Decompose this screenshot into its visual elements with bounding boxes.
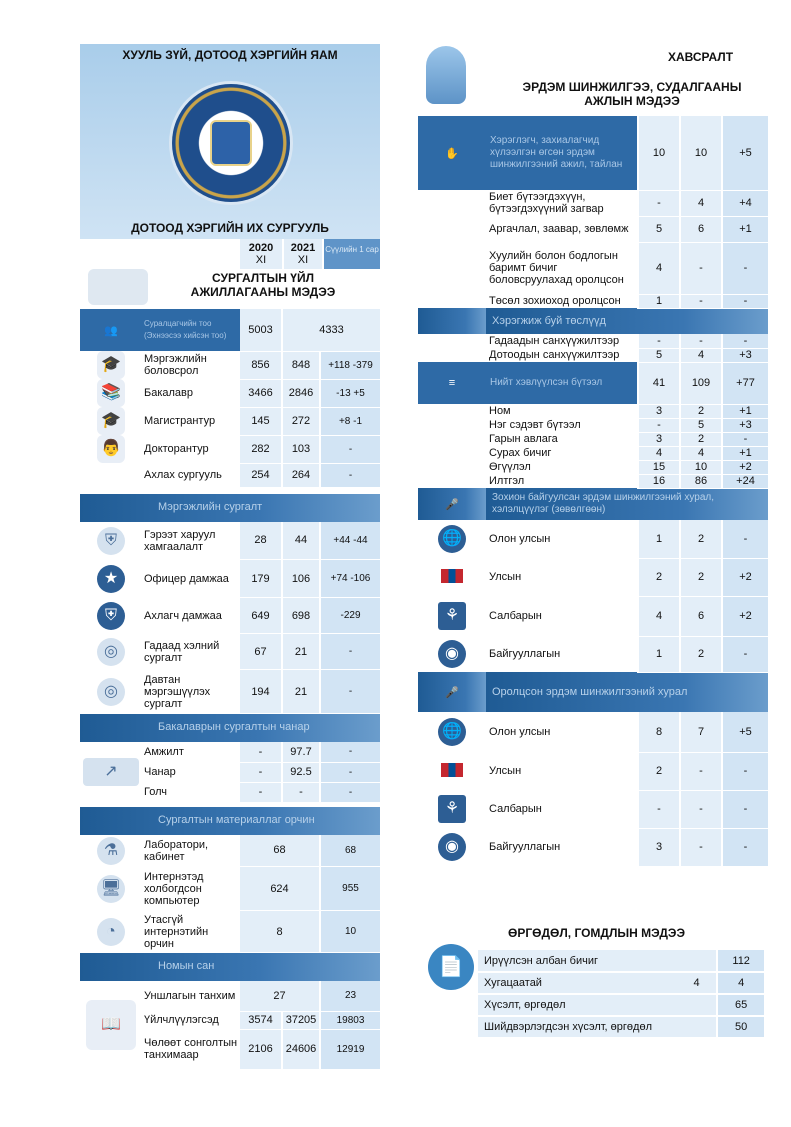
table-row: ✋ Хэрэглэгч, захиалагчид хүлээлгэн өгсөн эрдэм шинжилгээний ажил, тайлан 10 10 +5 (418, 116, 768, 190)
year-header (80, 239, 380, 269)
table-row: Чанар - 92.5 - (80, 762, 380, 782)
table-row: ↗ Амжилт - 97.7 - (80, 742, 380, 762)
table-row: 🌐 Олон улсын 8 7 +5 (418, 712, 768, 752)
doctor-icon: 👨 (97, 435, 125, 463)
change-header: Сүүлийн 1 сар (324, 239, 380, 269)
table-row: Үйлчлүүлэгсэд 3574 37205 19803 (80, 1011, 380, 1029)
university-name: ДОТООД ХЭРГИЙН ИХ СУРГУУЛЬ (131, 221, 329, 235)
month-2021: XI (297, 254, 309, 266)
table-row: Хүсэлт, өргөдөл 65 (478, 994, 764, 1016)
podium-icon: 🎤 (418, 488, 486, 520)
computer-icon: 🖥 (97, 875, 125, 903)
reading-book-icon: 📖 (86, 1000, 136, 1050)
podium-icon: 🎤 (418, 672, 486, 712)
globe-icon: 🌐 (438, 525, 466, 553)
table-row: Улсын 2 2 +2 (418, 558, 768, 596)
training-section-title: СУРГАЛТЫН ҮЙЛ АЖИЛЛАГААНЫ МЭДЭЭ (80, 269, 380, 309)
table-row: Илтгэл 16 86 +24 (418, 474, 768, 488)
people-icon: 👥 (80, 309, 142, 351)
university-seal-icon: ◉ (438, 640, 466, 668)
table-row: ⛨ Гэрээт харуул хамгаалалт 28 44 +44 -44 (80, 522, 380, 560)
table-row: Биет бүтээгдэхүүн, бүтээгдэхүүний загвар - 4 +4 (418, 190, 768, 216)
lab-icon: ⚗ (97, 837, 125, 865)
table-row: ⚗ Лаборатори, кабинет 68 68 (80, 835, 380, 867)
table-row: Дотоодын санхүүжилтээр 5 4 +3 (418, 348, 768, 362)
table-row: 📚 Бакалавр 3466 2846 -13 +5 (80, 379, 380, 407)
film-icon (88, 269, 148, 305)
table-row: Хуулийн болон бодлогын баримт бичиг боловсруулахад оролцсон 4 - - (418, 242, 768, 294)
language-icon: ◎ (97, 638, 125, 666)
table-row: Голч - - - (80, 782, 380, 802)
table-row: ◎ Гадаад хэлний сургалт 67 21 - (80, 634, 380, 670)
graduation-icon: 🎓 (97, 351, 125, 379)
professional-training-band: Мэргэжлийн сургалт (80, 494, 380, 522)
table-row: ◉ Байгууллагын 3 - - (418, 828, 768, 866)
month-2020: XI (255, 254, 267, 266)
table-row: Ахлах сургууль 254 264 - (80, 463, 380, 487)
library-band: Номын сан (80, 953, 380, 981)
table-row: 👨 Докторантур 282 103 - (80, 435, 380, 463)
document-icon: 📄 (428, 944, 474, 990)
books-icon: 📚 (97, 379, 125, 407)
university-header (80, 44, 380, 239)
professional-training-table (80, 522, 380, 715)
appeals-title: ӨРГӨДӨЛ, ГОМДЛЫН МЭДЭЭ (508, 926, 685, 940)
table-row: ◉ Байгууллагын 1 2 - (418, 636, 768, 672)
ministry-title: ХУУЛЬ ЗҮЙ, ДОТООД ХЭРГИЙН ЯАМ (122, 48, 338, 62)
table-row: 🎓 Магистрантур 145 272 +8 -1 (80, 407, 380, 435)
table-row: Сурах бичиг 4 4 +1 (418, 446, 768, 460)
learning-environment-band: Сургалтын материаллаг орчин (80, 807, 380, 835)
table-row: Өгүүлэл 15 10 +2 (418, 460, 768, 474)
wifi-icon: ◔ (97, 918, 125, 946)
table-row: ⚘ Салбарын - - - (418, 790, 768, 828)
university-emblem-icon (172, 84, 290, 202)
students-table: 👥 Суралцагчийн тоо (Эхнээсээ хийсэн тоо) 5003 4333 🎓 Мэргэжлийн боловсрол 856 848 +118 -379 📚 Бакалавр 3466 2846 -13 +5 🎓 Магистрантур 145 272 +8 -1 👨 Докторантур 282 103 - Ахлах сургууль 254 264 - (80, 309, 380, 488)
research-title: ЭРДЭМ ШИНЖИЛГЭЭ, СУДАЛГААНЫ АЖЛЫН МЭДЭЭ (522, 80, 742, 108)
table-row: 🖥 Интернэтэд холбогдсон компьютер 624 955 (80, 867, 380, 911)
table-row: Чөлөөт сонголтын танхимаар 2106 24606 12919 (80, 1029, 380, 1069)
table-row: Улсын 2 - - (418, 752, 768, 790)
participated-conferences-band: 🎤 Оролцсон эрдэм шинжилгээний хурал (418, 672, 768, 712)
quality-table (80, 742, 380, 803)
table-row: 🌐 Олон улсын 1 2 - (418, 520, 768, 558)
table-row: Ном 3 2 +1 (418, 404, 768, 418)
table-row: Аргачлал, заавар, зөвлөмж 5 6 +1 (418, 216, 768, 242)
growth-chart-icon: ↗ (83, 758, 139, 786)
bachelor-quality-band: Бакалаврын сургалтын чанар (80, 714, 380, 742)
table-row: Шийдвэрлэгдсэн хүсэлт, өргөдөл 50 (478, 1016, 764, 1038)
table-row: Ирүүлсэн албан бичиг 112 (478, 950, 764, 972)
appendix-label: ХАВСРАЛТ (668, 50, 734, 64)
table-row: ★ Офицер дамжаа 179 106 +74 -106 (80, 560, 380, 598)
mortarboard-icon: 🎓 (97, 407, 125, 435)
table-row: 🎓 Мэргэжлийн боловсрол 856 848 +118 -379 (80, 351, 380, 379)
table-row: Гадаадын санхүүжилтээр - - - (418, 334, 768, 348)
mongolia-flag-icon (441, 763, 463, 777)
mongolia-flag-icon (441, 569, 463, 583)
year-2021: 2021 (290, 242, 316, 254)
organized-conferences-band: 🎤 Зохион байгуулсан эрдэм шинжилгээний хурал, хэлэлцүүлэг (зөвөлгөөн) (418, 488, 768, 520)
lightbulb-icon (426, 46, 466, 104)
research-table (418, 116, 768, 867)
materials-table (80, 835, 380, 954)
globe-icon: 🌐 (438, 718, 466, 746)
retraining-icon: ◎ (97, 678, 125, 706)
table-row: ◔ Утасгүй интернэтийн орчин 8 10 (80, 911, 380, 953)
sergeant-badge-icon: ⛨ (97, 602, 125, 630)
table-row: ⛨ Ахлагч дамжаа 649 698 -229 (80, 598, 380, 634)
university-seal-icon: ◉ (438, 833, 466, 861)
table-row: Нэг сэдэвт бүтээл - 5 +3 (418, 418, 768, 432)
year-2020: 2020 (248, 242, 274, 254)
table-row: 📖 Уншлагын танхим 27 23 (80, 981, 380, 1011)
library-table (80, 981, 380, 1070)
hand-document-icon: ✋ (418, 116, 486, 190)
table-row: ≡ Нийт хэвлүүлсэн бүтээл 41 109 +77 (418, 362, 768, 404)
ministry-emblem-icon: ⚘ (438, 795, 466, 823)
stacked-books-icon: ≡ (418, 362, 486, 404)
table-row: ⚘ Салбарын 4 6 +2 (418, 596, 768, 636)
guard-badge-icon: ⛨ (97, 527, 125, 555)
table-row: Гарын авлага 3 2 - (418, 432, 768, 446)
officer-badge-icon: ★ (97, 565, 125, 593)
ministry-emblem-icon: ⚘ (438, 602, 466, 630)
appeals-table (478, 950, 764, 1039)
table-row: Төсөл зохиоход оролцсон 1 - - (418, 294, 768, 308)
education-column (80, 44, 380, 1070)
table-row: ◎ Давтан мэргэшүүлэх сургалт 194 21 - (80, 670, 380, 714)
table-row: Хугацаатай 4 4 (478, 972, 764, 994)
projects-band: Хэрэгжиж буй төслүүд (418, 308, 768, 334)
